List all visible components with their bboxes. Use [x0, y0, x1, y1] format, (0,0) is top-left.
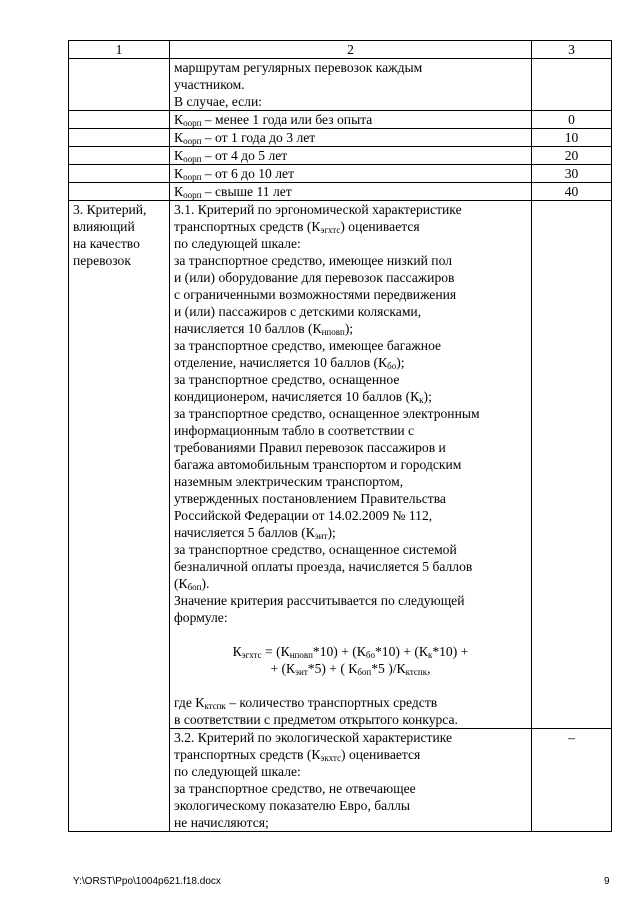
criterion-title-cell: 3. Критерий, влияющий на качество перевозок: [69, 201, 170, 832]
page-number: 9: [604, 876, 610, 887]
experience-row: $К_{оорп}$ – от 6 до 10 лет 30: [69, 165, 612, 183]
criterion-3-1-text: 3.1. Критерий по эргономической характеристике транспортных средств $(К_{эгхтс})$ оценивается по следующей шкале: за транспортное средство, имеющее низкий пол и (или) оборудование для перевозок пассажиров с ограниченными возможностями передвижения и (или) пассажиров с детскими колясками, начисляется 10 баллов $(К_{нповп})$; за транспортное средство, имеющее багажное отделение, начисляется 10 баллов $(К_{бо})$; за транспортное средство, оснащенное кондиционером, начисляется 10 баллов $(К_к)$; за транспортное средство, оснащенное электронным информационным табло в соответствии с требованиями Правил перевозок пассажиров и багажа автомобильным транспортом и городским наземным электрическим транспортом, утвержденных постановлением Правительства Российской Федерации от 14.02.2009 № 112, начисляется 5 баллов $(К_{эит})$; за транспортное средство, оснащенное системой безналичной оплаты проезда, начисляется 5 баллов $(К_{боп})$. Значение критерия рассчитывается по следующей формуле: $К_{эгхтс} = (К_{нповп}*10) + (К_{бо}*10) + (К_к*10)$ + + $(К_{эит}*5)$ + ( $К_{боп}*5$ )$/К_{ктспк}$, где $К_{ктспк}$ – количество транспортных средств в соответствии с предметом открытого конкурса.: [170, 201, 532, 729]
header-col-2: 2: [170, 41, 532, 59]
score-value: 40: [532, 183, 612, 201]
header-col-1: 1: [69, 41, 170, 59]
score-value: 10: [532, 129, 612, 147]
experience-row: $К_{оорп}$ – свыше 11 лет 40: [69, 183, 612, 201]
criterion-3-2-text: 3.2. Критерий по экологической характеристике транспортных средств $(К_{экхтс})$ оценивается по следующей шкале: за транспортное средство, не отвечающее экологическому показателю Евро, баллы не начисляются;: [170, 729, 532, 832]
experience-row: $К_{оорп}$ – от 4 до 5 лет 20: [69, 147, 612, 165]
empty-cell: [532, 201, 612, 729]
footer-file-path: Y:\ORST\Ppo\1004p621.f18.docx: [73, 876, 221, 887]
score-value: 20: [532, 147, 612, 165]
experience-row: $К_{оорп}$ – менее 1 года или без опыта 0: [69, 111, 612, 129]
experience-row: $К_{оорп}$ – от 1 года до 3 лет 10: [69, 129, 612, 147]
continuation-row: [69, 59, 612, 111]
formula-line-2: + $(К_{эит}*5)$ + ( $К_{боп}*5$ )$/К_{ктспк}$,: [270, 661, 431, 677]
score-value: –: [532, 729, 612, 832]
empty-cell: [69, 183, 170, 201]
empty-cell: [69, 129, 170, 147]
header-row: [69, 41, 612, 59]
empty-cell: [532, 59, 612, 111]
header-col-3: 3: [532, 41, 612, 59]
score-value: 30: [532, 165, 612, 183]
criteria-table: [68, 40, 612, 832]
empty-cell: [69, 147, 170, 165]
empty-cell: [69, 59, 170, 111]
empty-cell: [69, 111, 170, 129]
criterion-3-1-row: [69, 201, 612, 729]
formula-line-1: $К_{эгхтс} = (К_{нповп}*10) + (К_{бо}*10) + (К_к*10)$ +: [232, 644, 469, 660]
score-value: 0: [532, 111, 612, 129]
empty-cell: [69, 165, 170, 183]
continuation-text: маршрутам регулярных перевозок каждым участником. В случае, если:: [170, 59, 532, 111]
